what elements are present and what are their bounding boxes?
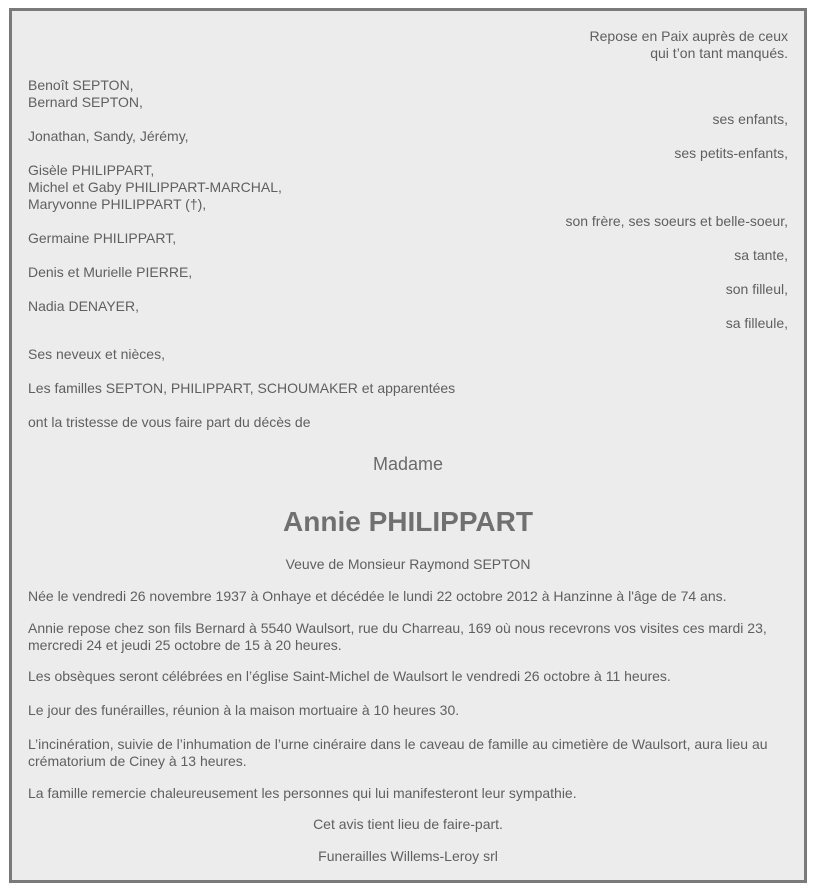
cremation-paragraph: L’incinération, suivie de l’inhumation de l’urne cinéraire dans le caveau de famille au cimetière de Waulsort, aura lieu au crématorium de Ciney à 13 heures. (28, 736, 768, 769)
relation-label: son filleul, (725, 281, 788, 297)
families-line: Les familles SEPTON, PHILIPPART, SCHOUMAKER et apparentées (28, 380, 456, 396)
relation-label: ses enfants, (712, 111, 788, 127)
notice-line: Cet avis tient lieu de faire-part. (313, 816, 503, 832)
relation-label: ses petits-enfants, (674, 145, 788, 161)
visitation-paragraph: Annie repose chez son fils Bernard à 5540 Waulsort, rue du Charreau, 169 où nous recevrons vos visites ces mardi 23, mercredi 24 et jeudi 25 octobre de 15 à 20 heures. (28, 620, 767, 653)
family-member: Benoît SEPTON, (28, 77, 134, 93)
epigraph-line-2: qui t’on tant manqués. (650, 45, 788, 61)
family-member: Denis et Murielle PIERRE, (28, 264, 193, 280)
family-member: Bernard SEPTON, (28, 94, 143, 110)
epigraph-line-1: Repose en Paix auprès de ceux (589, 28, 788, 44)
widow-of-line: Veuve de Monsieur Raymond SEPTON (285, 556, 531, 572)
thanks-paragraph: La famille remercie chaleureusement les personnes qui lui manifesteront leur sympathie. (28, 785, 577, 801)
announcement-line: ont la tristesse de vous faire part du décès de (28, 414, 311, 430)
family-member: Germaine PHILIPPART, (28, 230, 177, 246)
family-member: Gisèle PHILIPPART, (28, 162, 155, 178)
obituary-notice (9, 8, 807, 883)
birth-death-paragraph: Née le vendredi 26 novembre 1937 à Onhaye et décédée le lundi 22 octobre 2012 à Hanzinne à l'âge de 74 ans. (28, 588, 727, 604)
family-member: Nadia DENAYER, (28, 298, 140, 314)
funeral-paragraph: Les obsèques seront célébrées en l’église Saint-Michel de Waulsort le vendredi 26 octobre à 11 heures. (28, 668, 671, 684)
gathering-paragraph: Le jour des funérailles, réunion à la maison mortuaire à 10 heures 30. (28, 702, 460, 718)
honorific: Madame (372, 454, 444, 474)
family-member: Jonathan, Sandy, Jérémy, (28, 128, 189, 144)
funeral-home: Funerailles Willems-Leroy srl (318, 848, 498, 864)
relation-label: sa filleule, (725, 315, 788, 331)
family-member: Maryvonne PHILIPPART (†), (28, 196, 207, 212)
relation-label: sa tante, (734, 247, 788, 263)
nephews-line: Ses neveux et nièces, (28, 346, 165, 362)
family-member: Michel et Gaby PHILIPPART-MARCHAL, (28, 179, 282, 195)
relation-label: son frère, ses soeurs et belle-soeur, (565, 213, 788, 229)
deceased-name: Annie PHILIPPART (283, 506, 533, 537)
